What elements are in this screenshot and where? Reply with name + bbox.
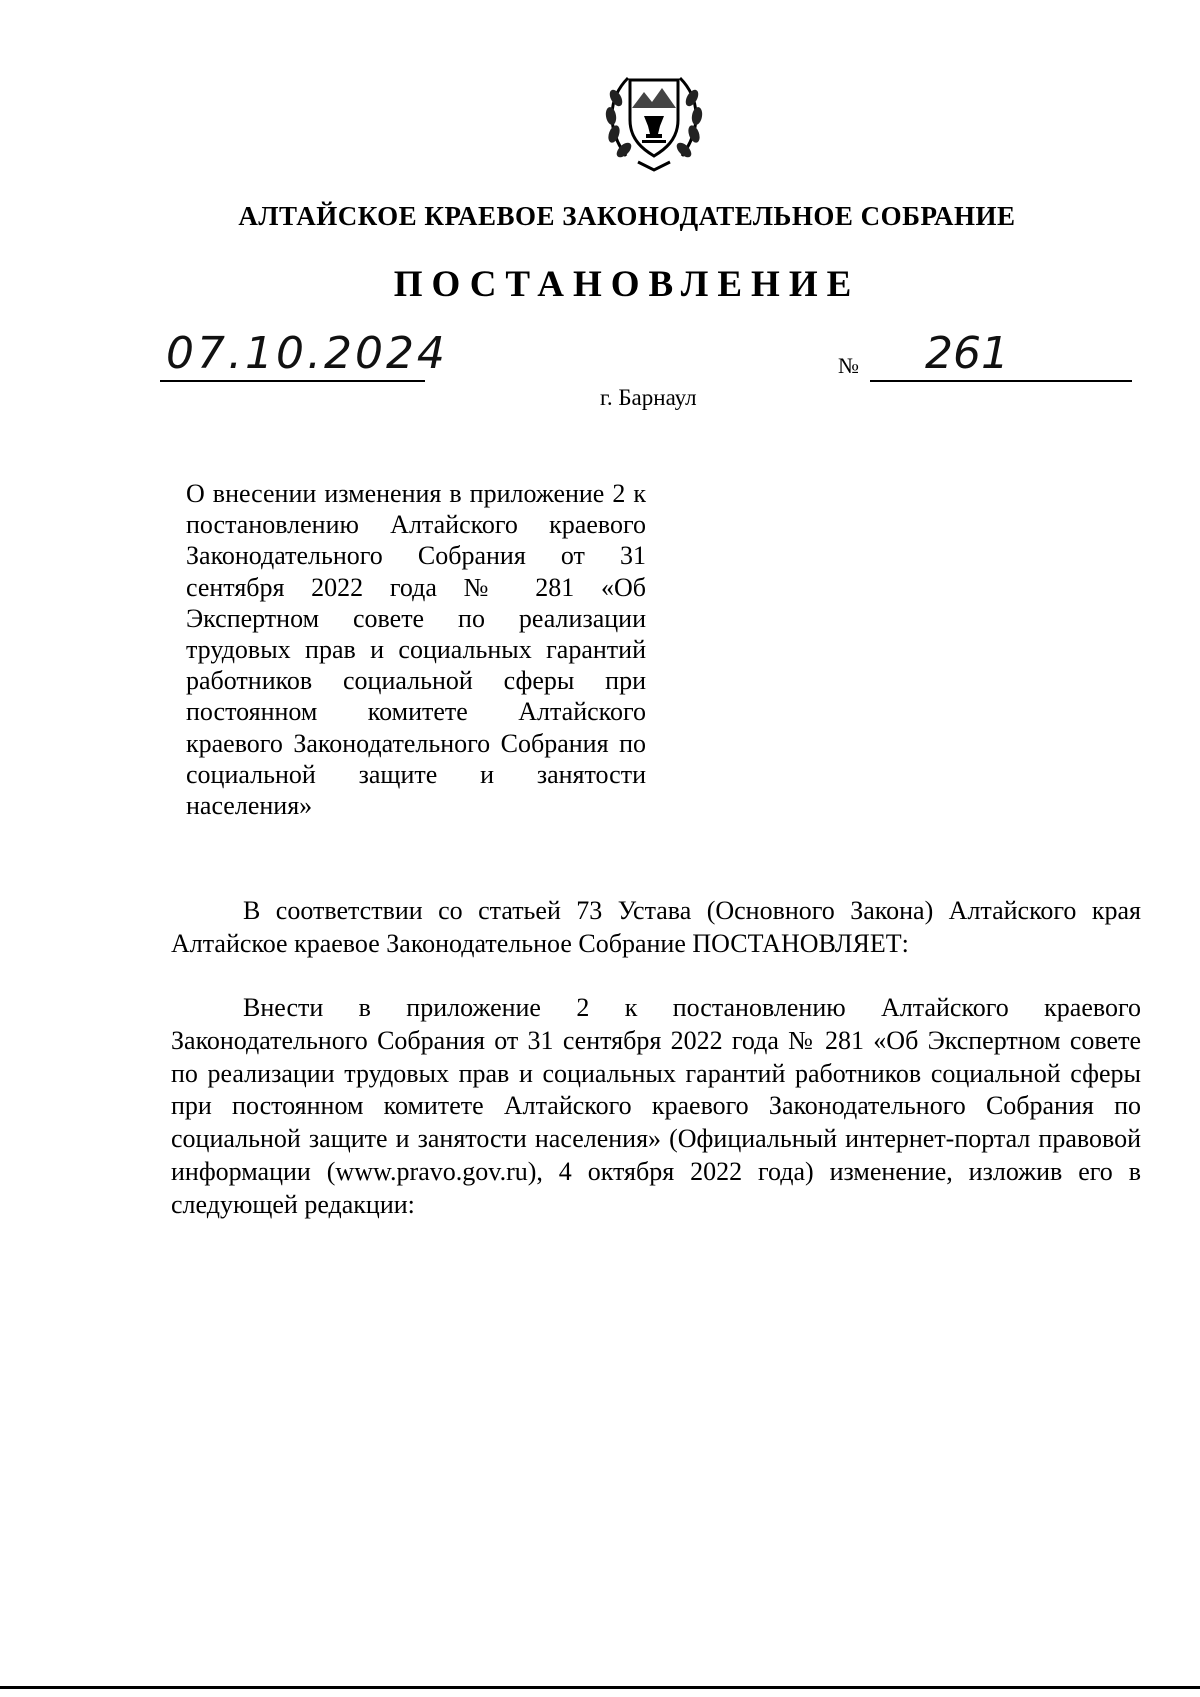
number-underline xyxy=(870,380,1132,382)
page-bottom-edge xyxy=(0,1686,1200,1689)
date-underline xyxy=(160,380,425,382)
document-date: 07.10.2024 xyxy=(166,328,448,379)
number-sign: № xyxy=(838,353,859,378)
organization-name: АЛТАЙСКОЕ КРАЕВОЕ ЗАКОНОДАТЕЛЬНОЕ СОБРАНИЕ xyxy=(238,201,1016,231)
city-label: г. Барнаул xyxy=(600,385,697,410)
resolution-paragraph: Внести в приложение 2 к постановлению Алтайского краевого Законодательного Собрания от 31 сентября 2022 года № 281 «Об Экспертном совете по реализации трудовых прав и социальных гарантий работников социальной сферы при постоянном комитете Алтайского краевого Законодательного Собрания по социальной защите и занятости населения» (Официальный интернет-портал правовой информации (www.pravo.gov.ru), 4 октября 2022 года) изменение, изложив его в следующей редакции: xyxy=(171,993,1141,1219)
document-type-heading: ПОСТАНОВЛЕНИЕ xyxy=(393,264,861,305)
preamble-paragraph: В соответствии со статьей 73 Устава (Основного Закона) Алтайского края Алтайское краевое Законодательное Собрание ПОСТАНОВЛЯЕТ: xyxy=(171,896,1141,958)
document-subject: О внесении изменения в приложение 2 к постановлению Алтайского краевого Законодательного Собрания от 31 сентября 2022 года № 281 «Об Экспертном совете по реализации трудовых прав и социальных гарантий работников социальной сферы при постоянном комитете Алтайского краевого Законодательного Собрания по социальной защите и занятости населения» xyxy=(186,479,646,821)
coat-of-arms-icon xyxy=(598,58,710,176)
document-number: 261 xyxy=(925,328,1009,379)
